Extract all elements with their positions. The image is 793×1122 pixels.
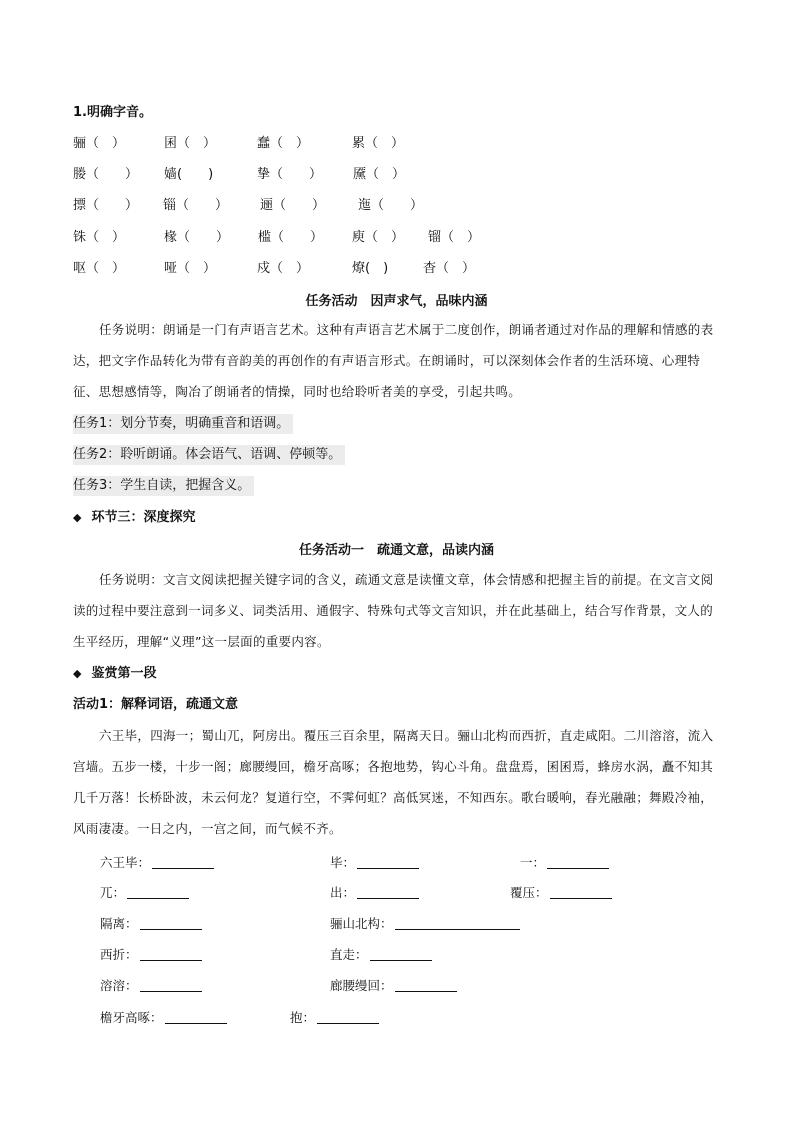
task-item: 任务3：学生自读，把握含义。 [73,476,254,496]
answer-blank[interactable] [395,977,457,992]
fill-label: 檐牙高啄： [100,1010,163,1025]
pronunciation-row [73,259,723,279]
fill-item [100,976,202,996]
pronunciation-item: 戍（ ） [257,261,310,276]
pronunciation-item: 迤（ ） [358,198,424,213]
pronunciation-item: 庾（ ） [352,230,405,245]
fill-label: 西折： [100,947,138,962]
pronunciation-item: 嫱( ) [164,167,214,182]
fill-label: 廊腰缦回： [330,978,393,993]
fill-label: 一： [520,855,546,870]
appreciate-heading [73,664,156,684]
pronunciation-item: 铢（ ） [73,230,126,245]
activity-description-one: 任务说明：文言文阅读把握关键字词的含义，疏通文意是读懂文章，体会情感和把握主旨的前提。在文言文阅读的过程中要注意到一词多义、词类活用、通假字、特殊句式等文言知识，并在此基础上，结合写作背景，文人的生平经历，理解“义理”这一层面的重要内容。 [73,572,714,649]
pronunciation-item: 黡（ ） [353,167,406,182]
stage-heading-text: 环节三：深度探究 [91,510,196,525]
section-heading-pronunciation: 1.明确字音。 [73,105,152,120]
fill-label: 直走： [330,947,368,962]
fill-label: 抱： [290,1010,316,1025]
fill-item [330,945,432,965]
fill-label: 溶溶： [100,978,138,993]
pronunciation-row [73,196,723,216]
fill-label: 骊山北构： [330,916,393,931]
pronunciation-item: 哑（ ） [164,261,217,276]
fill-label: 兀： [100,885,126,900]
pronunciation-row [73,165,723,185]
fill-item [330,976,457,996]
appreciate-heading-text: 鉴赏第一段 [91,666,157,681]
task-item: 任务2：聆听朗诵。体会语气、语调、停顿等。 [73,445,345,465]
fill-item [100,1008,227,1028]
classical-passage: 六王毕，四海一；蜀山兀，阿房出。覆压三百余里，隔离天日。骊山北构而西折，直走咸阳。二川溶溶，流入宫墙。五步一楼，十步一阁；廊腰缦回，檐牙高啄；各抱地势，钩心斗角。盘盘焉，囷囷焉，蜂房水涡，矗不知其几千万落！长桥卧波，未云何龙？复道行空，不霁何虹？高低冥迷，不知西东。歌台暖响，春光融融；舞殿冷袖，风雨凄凄。一日之内，一宫之间，而气候不齐。 [73,728,714,836]
fill-label: 六王毕： [100,855,151,870]
answer-blank[interactable] [127,884,189,899]
pronunciation-item: 杳（ ） [423,261,476,276]
answer-blank[interactable] [357,854,419,869]
activity1-heading: 活动1：解释词语，疏通文意 [73,697,239,712]
fill-item [330,883,419,903]
pronunciation-item: 镏（ ） [428,230,481,245]
pronunciation-row [73,228,723,248]
answer-blank[interactable] [140,977,202,992]
diamond-bullet-icon: ◆ [73,511,82,524]
answer-blank[interactable] [165,1009,227,1024]
fill-item [330,853,419,873]
answer-blank[interactable] [395,915,520,930]
diamond-bullet-icon: ◆ [73,667,82,680]
fill-item [290,1008,379,1028]
fill-item [330,914,520,934]
pronunciation-item: 逦（ ） [260,198,326,213]
pronunciation-row [73,134,723,154]
activity-description-sound: 任务说明：朗诵是一门有声语言艺术。这种有声语言艺术属于二度创作，朗诵者通过对作品的理解和情感的表达，把文字作品转化为带有音韵美的再创作的有声语言形式。在朗诵时，可以深刻体会作者的生活环境、心理特征、思想感情等，陶冶了朗诵者的情操，同时也给聆听者美的享受，引起共鸣。 [73,322,714,399]
pronunciation-item: 锱（ ） [163,198,229,213]
pronunciation-item: 呕（ ） [73,261,126,276]
pronunciation-item: 骊（ ） [73,136,126,151]
activity-title-sound: 任务活动 因声求气，品味内涵 [305,294,488,309]
fill-label: 出： [330,885,356,900]
answer-blank[interactable] [140,915,202,930]
pronunciation-item: 摽（ ） [73,198,139,213]
fill-item [100,883,189,903]
task-item: 任务1：划分节奏，明确重音和语调。 [73,414,293,434]
answer-blank[interactable] [152,854,214,869]
fill-item [100,853,214,873]
activity-title-one: 任务活动一 疏通文意，品读内涵 [298,543,494,558]
answer-blank[interactable] [547,854,609,869]
fill-item [520,853,609,873]
pronunciation-item: 燎( ) [352,261,389,276]
answer-blank[interactable] [550,884,612,899]
fill-item [100,914,202,934]
fill-item [510,883,612,903]
pronunciation-item: 椽（ ） [164,230,230,245]
fill-label: 毕： [330,855,356,870]
stage-heading [73,508,195,528]
answer-blank[interactable] [317,1009,379,1024]
pronunciation-item: 挚（ ） [257,167,323,182]
fill-label: 隔离： [100,916,138,931]
pronunciation-item: 槛（ ） [258,230,324,245]
fill-label: 覆压： [510,885,548,900]
answer-blank[interactable] [357,884,419,899]
pronunciation-item: 囷（ ） [164,136,217,151]
pronunciation-item: 累（ ） [352,136,405,151]
answer-blank[interactable] [140,946,202,961]
pronunciation-item: 蠢（ ） [257,136,310,151]
fill-item [100,945,202,965]
pronunciation-item: 媵（ ） [73,167,139,182]
answer-blank[interactable] [370,946,432,961]
